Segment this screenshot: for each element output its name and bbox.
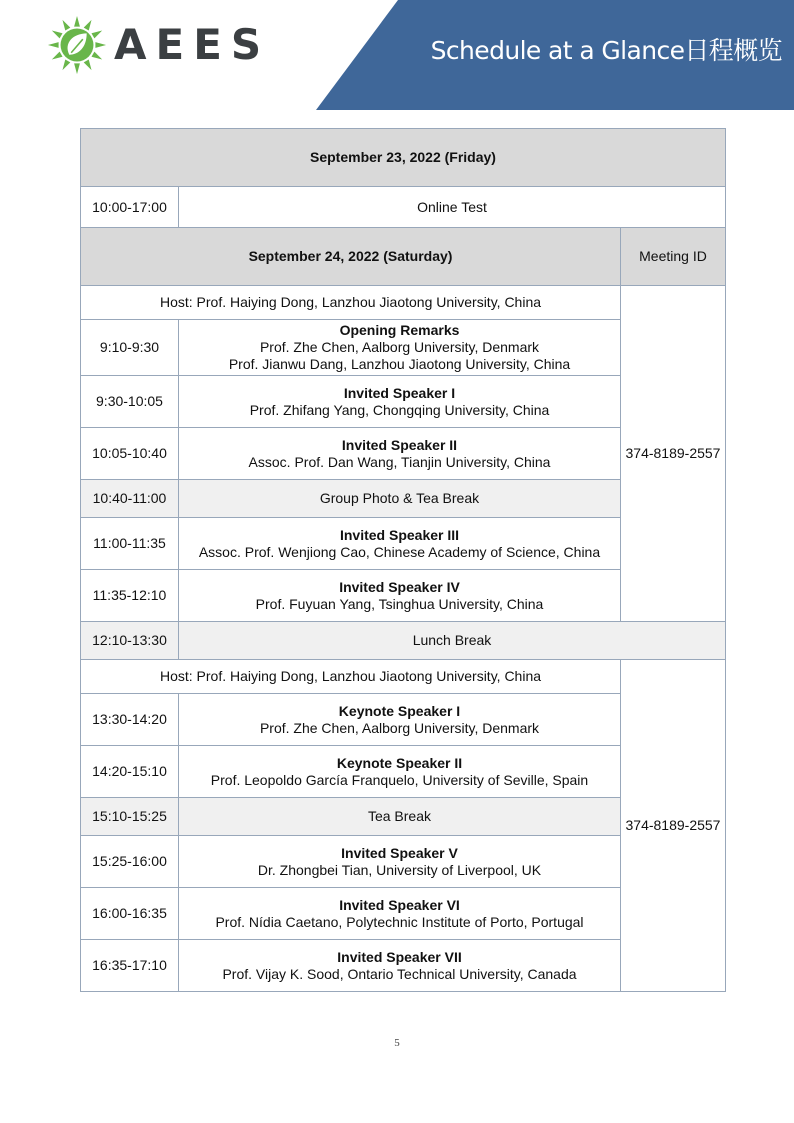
time-cell: 16:00-16:35 (81, 888, 179, 940)
session-cell (179, 320, 621, 376)
time-cell: 10:00-17:00 (81, 187, 179, 228)
session-title: Invited Speaker III (339, 526, 460, 543)
session-title: Invited Speaker IV (339, 578, 460, 595)
session-cell (179, 518, 621, 570)
speaker-line: Assoc. Prof. Wenjiong Cao, Chinese Academy of Science, China (198, 543, 601, 560)
page-title: Schedule at a Glance日程概览 (430, 36, 782, 65)
session-title: Invited Speaker I (343, 384, 456, 401)
session-cell (179, 836, 621, 888)
speaker-line: Prof. Vijay K. Sood, Ontario Technical University, Canada (222, 965, 577, 982)
page-number: 5 (394, 1037, 400, 1049)
break-cell: Lunch Break (179, 622, 726, 660)
break-cell: Group Photo & Tea Break (179, 480, 621, 518)
speaker-line: Assoc. Prof. Dan Wang, Tianjin University, China (248, 453, 551, 470)
session-title: Invited Speaker II (341, 436, 458, 453)
table-row (81, 660, 726, 694)
speaker-line: Prof. Zhe Chen, Aalborg University, Denmark (259, 719, 540, 736)
speaker-line: Prof. Jianwu Dang, Lanzhou Jiaotong University, China (228, 356, 571, 372)
logo-text: AEES (114, 20, 271, 69)
session-title: Invited Speaker V (341, 844, 458, 861)
time-cell: 9:10-9:30 (81, 320, 179, 376)
host-cell: Host: Prof. Haiying Dong, Lanzhou Jiaotong University, China (81, 660, 621, 694)
time-cell: 13:30-14:20 (81, 694, 179, 746)
speaker-line: Dr. Zhongbei Tian, University of Liverpool, UK (257, 861, 542, 878)
host-cell: Host: Prof. Haiying Dong, Lanzhou Jiaotong University, China (81, 286, 621, 320)
time-cell: 9:30-10:05 (81, 376, 179, 428)
speaker-line: Prof. Fuyuan Yang, Tsinghua University, China (255, 595, 544, 612)
meeting-id-cell: 374-8189-2557 (621, 286, 726, 622)
table-row (81, 286, 726, 320)
speaker-line: Prof. Nídia Caetano, Polytechnic Institute of Porto, Portugal (215, 913, 584, 930)
session-title: Opening Remarks (339, 322, 460, 338)
session-cell (179, 940, 621, 992)
day-header-friday: September 23, 2022 (Friday) (81, 129, 726, 187)
time-cell: 11:35-12:10 (81, 570, 179, 622)
speaker-line: Prof. Zhe Chen, Aalborg University, Denmark (259, 339, 540, 355)
logo (46, 14, 270, 76)
time-cell: 10:05-10:40 (81, 428, 179, 480)
time-cell: 16:35-17:10 (81, 940, 179, 992)
session-title: Invited Speaker VI (339, 896, 460, 913)
event-cell: Online Test (179, 187, 726, 228)
meeting-id-cell: 374-8189-2557 (621, 660, 726, 992)
session-cell (179, 376, 621, 428)
time-cell: 11:00-11:35 (81, 518, 179, 570)
table-row (81, 622, 726, 660)
session-cell (179, 570, 621, 622)
speaker-line: Prof. Zhifang Yang, Chongqing University, China (249, 401, 550, 418)
meeting-id-header: Meeting ID (621, 228, 726, 286)
session-cell (179, 888, 621, 940)
time-cell: 12:10-13:30 (81, 622, 179, 660)
session-title: Keynote Speaker II (336, 754, 463, 771)
session-cell (179, 746, 621, 798)
sun-leaf-logo-icon (46, 14, 108, 76)
time-cell: 15:25-16:00 (81, 836, 179, 888)
break-cell: Tea Break (179, 798, 621, 836)
table-row (81, 187, 726, 228)
day-header-saturday: September 24, 2022 (Saturday) (81, 228, 621, 286)
speaker-line: Prof. Leopoldo García Franquelo, University of Seville, Spain (210, 771, 589, 788)
time-cell: 14:20-15:10 (81, 746, 179, 798)
session-cell (179, 428, 621, 480)
session-cell (179, 694, 621, 746)
time-cell: 10:40-11:00 (81, 480, 179, 518)
session-title: Keynote Speaker I (338, 702, 461, 719)
session-title: Invited Speaker VII (337, 948, 462, 965)
time-cell: 15:10-15:25 (81, 798, 179, 836)
schedule-table (80, 128, 726, 992)
